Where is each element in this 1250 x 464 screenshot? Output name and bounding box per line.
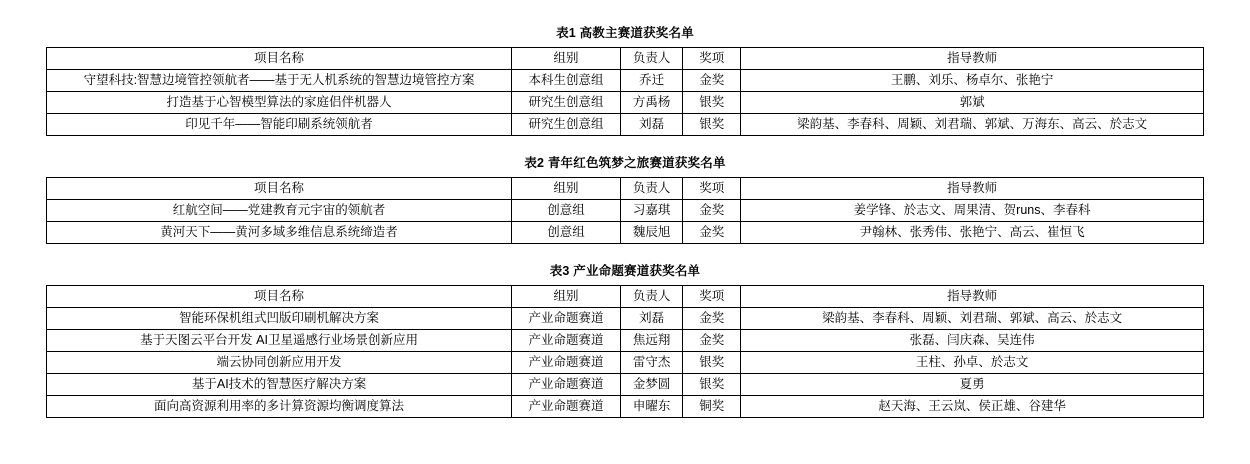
cell-advisors: 郭斌 — [741, 92, 1204, 114]
cell-project-name: 面向高资源利用率的多计算资源均衡调度算法 — [47, 396, 512, 418]
cell-leader: 申曜东 — [620, 396, 682, 418]
table-row — [47, 330, 1204, 352]
cell-project-name: 印见千年——智能印刷系统领航者 — [47, 114, 512, 136]
column-header-advisors: 指导教师 — [741, 48, 1204, 70]
cell-award: 金奖 — [683, 308, 741, 330]
column-header-award: 奖项 — [683, 286, 741, 308]
award-table-3 — [46, 285, 1204, 418]
cell-leader: 魏辰旭 — [620, 222, 682, 244]
cell-project-name: 智能环保机组式凹版印刷机解决方案 — [47, 308, 512, 330]
cell-leader: 习嘉琪 — [620, 200, 682, 222]
cell-leader: 刘磊 — [620, 114, 682, 136]
cell-advisors: 梁韵基、李春科、周颖、刘君瑞、郭斌、万海东、高云、於志文 — [741, 114, 1204, 136]
cell-group: 产业命题赛道 — [512, 374, 621, 396]
column-header-project-name: 项目名称 — [47, 286, 512, 308]
cell-leader: 金梦圆 — [620, 374, 682, 396]
cell-project-name: 黄河天下——黄河多域多维信息系统缔造者 — [47, 222, 512, 244]
cell-group: 创意组 — [512, 200, 621, 222]
cell-leader: 焦远翔 — [620, 330, 682, 352]
table-row — [47, 352, 1204, 374]
table-row — [47, 92, 1204, 114]
cell-advisors: 夏勇 — [741, 374, 1204, 396]
cell-advisors: 梁韵基、李春科、周颖、刘君瑞、郭斌、高云、於志文 — [741, 308, 1204, 330]
cell-advisors: 姜学锋、於志文、周果清、贺runs、李春科 — [741, 200, 1204, 222]
cell-group: 本科生创意组 — [512, 70, 621, 92]
column-header-group: 组别 — [512, 286, 621, 308]
cell-award: 金奖 — [683, 200, 741, 222]
column-header-project-name: 项目名称 — [47, 48, 512, 70]
column-header-award: 奖项 — [683, 178, 741, 200]
cell-leader: 雷守杰 — [620, 352, 682, 374]
column-header-advisors: 指导教师 — [741, 178, 1204, 200]
cell-project-name: 打造基于心智模型算法的家庭侣伴机器人 — [47, 92, 512, 114]
cell-project-name: 红航空间——党建教育元宇宙的领航者 — [47, 200, 512, 222]
cell-project-name: 端云协同创新应用开发 — [47, 352, 512, 374]
cell-award: 金奖 — [683, 222, 741, 244]
table-row — [47, 114, 1204, 136]
cell-group: 研究生创意组 — [512, 114, 621, 136]
table-header-row — [47, 178, 1204, 200]
cell-group: 产业命题赛道 — [512, 308, 621, 330]
cell-award: 金奖 — [683, 70, 741, 92]
table-row — [47, 70, 1204, 92]
table-header-row — [47, 286, 1204, 308]
table-row — [47, 200, 1204, 222]
column-header-leader: 负责人 — [620, 178, 682, 200]
cell-award: 银奖 — [683, 92, 741, 114]
cell-leader: 方禹杨 — [620, 92, 682, 114]
table-row — [47, 396, 1204, 418]
table-1-title: 表1 高教主赛道获奖名单 — [556, 26, 694, 40]
award-section-2 — [0, 136, 1250, 244]
cell-project-name: 基于天图云平台开发 AI卫星遥感行业场景创新应用 — [47, 330, 512, 352]
cell-group: 产业命题赛道 — [512, 396, 621, 418]
cell-award: 银奖 — [683, 114, 741, 136]
cell-group: 研究生创意组 — [512, 92, 621, 114]
award-section-3 — [0, 244, 1250, 418]
award-table-1 — [46, 47, 1204, 136]
table-header-row — [47, 48, 1204, 70]
cell-project-name: 守望科技:智慧边境管控领航者——基于无人机系统的智慧边境管控方案 — [47, 70, 512, 92]
column-header-leader: 负责人 — [620, 286, 682, 308]
column-header-project-name: 项目名称 — [47, 178, 512, 200]
column-header-advisors: 指导教师 — [741, 286, 1204, 308]
table-row — [47, 222, 1204, 244]
column-header-group: 组别 — [512, 178, 621, 200]
cell-award: 银奖 — [683, 352, 741, 374]
table-row — [47, 374, 1204, 396]
cell-advisors: 王柱、孙卓、於志文 — [741, 352, 1204, 374]
cell-award: 银奖 — [683, 374, 741, 396]
award-section-1 — [0, 0, 1250, 136]
cell-group: 产业命题赛道 — [512, 352, 621, 374]
column-header-group: 组别 — [512, 48, 621, 70]
column-header-leader: 负责人 — [620, 48, 682, 70]
cell-leader: 刘磊 — [620, 308, 682, 330]
cell-advisors: 王鹏、刘乐、杨卓尔、张艳宁 — [741, 70, 1204, 92]
cell-advisors: 赵天海、王云岚、侯正雄、谷建华 — [741, 396, 1204, 418]
award-table-2 — [46, 177, 1204, 244]
cell-leader: 乔迁 — [620, 70, 682, 92]
table-row — [47, 308, 1204, 330]
column-header-award: 奖项 — [683, 48, 741, 70]
cell-group: 创意组 — [512, 222, 621, 244]
cell-advisors: 尹翰林、张秀伟、张艳宁、高云、崔恒飞 — [741, 222, 1204, 244]
cell-group: 产业命题赛道 — [512, 330, 621, 352]
table-3-title: 表3 产业命题赛道获奖名单 — [549, 264, 701, 278]
cell-advisors: 张磊、闫庆森、吴连伟 — [741, 330, 1204, 352]
cell-award: 金奖 — [683, 330, 741, 352]
table-2-title: 表2 青年红色筑梦之旅赛道获奖名单 — [524, 156, 726, 170]
cell-award: 铜奖 — [683, 396, 741, 418]
cell-project-name: 基于AI技术的智慧医疗解决方案 — [47, 374, 512, 396]
